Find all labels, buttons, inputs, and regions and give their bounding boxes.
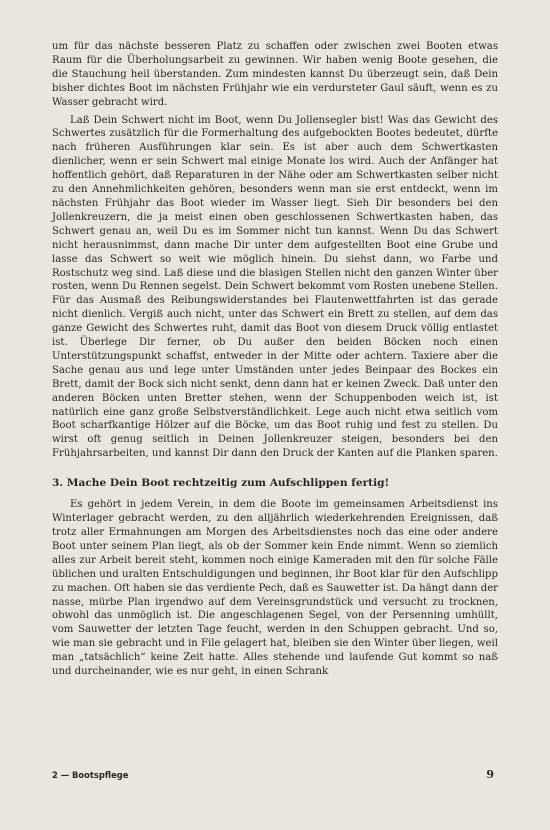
paragraph-2: Laß Dein Schwert nicht im Boot, wenn Du Jollensegler bist! Was das Gewicht des Schwertes zusätzlich für die Formerhaltung des aufgebockten Bootes bedeutet, dürfte nach früheren Ausführungen klar sein. Es ist aber auch dem Schwertkasten dienlicher, wenn er sein Schwert mal einige Monate los wird. Auch der Anfänger hat hoffentlich gehört, daß Reparaturen in der Nähe oder am Schwertkasten selber nicht zu den Annehmlichkeiten gehören, besonders wenn man sie erst entdeckt, wenn im nächsten Frühjahr das Boot wieder im Wasser liegt. Sieh Dir besonders bei den Jollenkreuzern, die ja meist einen oben geschlossenen Schwertkasten haben, das Schwert genau an, weil Du es im Sommer nicht tun kannst. Wenn Du das Schwert nicht herausnimmst, dann mache Dir unter dem aufgestellten Boot eine Grube und lasse das Schwert so weit wie möglich hinein. Du siehst dann, wo Farbe und Rostschutz weg sind. Laß diese und die blasigen Stellen nicht den ganzen Winter über rosten, wenn Du Rennen segelst. Dein Schwert bekommt vom Rosten unebene Stellen. Für das Ausmaß des Reibungswiderstandes bei Flautenwettfahrten ist das gerade nicht dienlich. Vergiß auch nicht, unter das Schwert ein Brett zu stellen, auf dem das ganze Gewicht des Schwertes ruht, damit das Boot von diesem Druck völlig entlastet ist. Überlege Dir ferner, ob Du außer den beiden Böcken noch einen Unterstützungspunkt schaffst, entweder in der Mitte oder achtern. Taxiere aber die Sache genau aus und lege unter Umständen unter jedes Beinpaar des Bockes ein Brett, damit der Bock sich nicht senkt, denn dann hat er keinen Zweck. Daß unter den anderen Böcken unten Bretter stehen, wenn der Schuppenboden weich ist, ist natürlich eine ganz große Selbstverständlichkeit. Lege auch nicht etwa seitlich vom Boot scharfkantige Hölzer auf die Böcke, um das Boot ruhig und fest zu stellen. Du wirst oft genug seitlich in Deinen Jollenkreuzer steigen, besonders bei den Frühjahrsarbeiten, und kannst Dir dann den Druck der Kanten auf die Planken sparen. xyxy=(52,114,498,460)
paragraph-3: Es gehört in jedem Verein, in dem die Boote im gemeinsamen Arbeitsdienst ins Winterlager gebracht werden, zu den alljährlich wiederkehrenden Ereignissen, daß trotz aller Ermahnungen am Morgen des Arbeitsdienstes noch das eine oder andere Boot unter seinem Plan liegt, als ob der Sommer kein Ende nimmt. Wenn so ziemlich alles zur Arbeit bereit steht, kommen noch einige Kameraden mit den für solche Fälle üblichen und uralten Entschuldigungen und beginnen, ihr Boot klar für den Aufschlipp zu machen. Oft haben sie das verdiente Pech, daß es Sauwetter ist. Da hängt dann der nasse, mürbe Plan irgendwo auf dem Vereinsgrundstück und versucht zu trocknen, obwohl das unmöglich ist. Die angeschlagenen Segel, von der Persenning umhüllt, vom Sauwetter der letzten Tage feucht, werden in den Schuppen gebracht. Und so, wie man sie gebracht und in File gelagert hat, bleiben sie den Winter über liegen, weil man „tatsächlich“ keine Zeit hatte. Alles stehende und laufende Gut kommt so naß und durcheinander, wie es nur geht, in einen Schrank xyxy=(52,499,498,678)
page-footer xyxy=(52,768,498,781)
paragraph-1: um für das nächste besseren Platz zu schaffen oder zwischen zwei Booten etwas Raum für die Überholungsarbeit zu gewinnen. Wir haben wenig Boote gesehen, die die Stauchung heil überstanden. Zum mindesten kannst Du überzeugt sein, daß Dein bisher dichtes Boot im nächsten Frühjahr wie ein verdursteter Gaul säuft, wenn es zu Wasser gebracht wird. xyxy=(52,41,498,108)
footer-chapter-label: 2 — Bootspflege xyxy=(52,770,129,780)
section-heading: 3. Mache Dein Boot rechtzeitig zum Aufschlippen fertig! xyxy=(52,477,390,490)
page-number: 9 xyxy=(486,768,494,781)
